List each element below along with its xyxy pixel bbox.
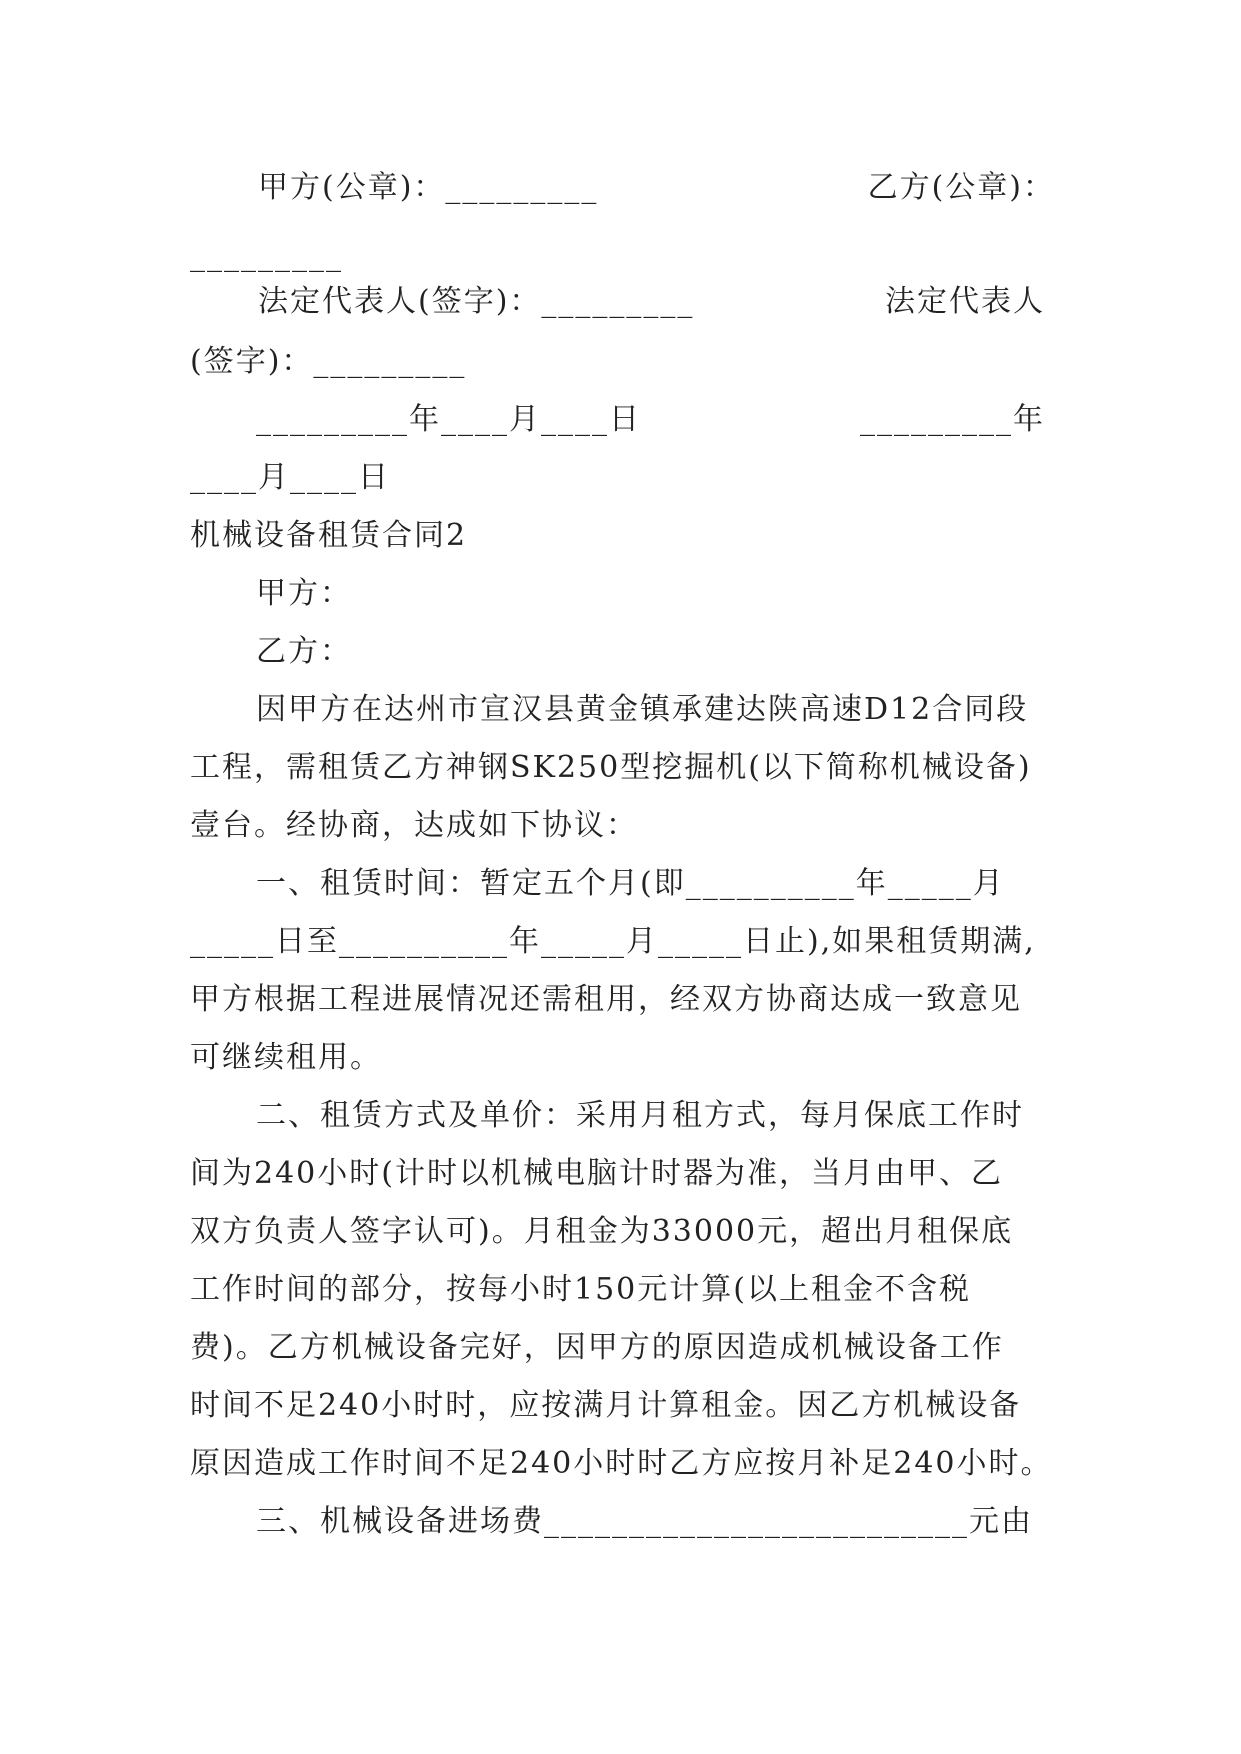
- party-a-date-line: _________年____月____日: [256, 402, 641, 437]
- body-line: 二、租赁方式及单价：采用月租方式，每月保底工作时: [256, 1098, 1024, 1133]
- body-line: 工程，需租赁乙方神钢SK250型挖掘机(以下简称机械设备): [190, 750, 1032, 785]
- party-b-rep-line: 法定代表人: [885, 284, 1045, 319]
- body-line: 间为240小时(计时以机械电脑计时器为准，当月由甲、乙: [190, 1156, 1003, 1191]
- party-b-label: 乙方：: [256, 634, 352, 669]
- party-b-rep-continuation: (签字)：_________: [190, 344, 467, 379]
- party-b-seal-line: 乙方(公章)：: [867, 170, 1055, 205]
- body-line: 一、租赁时间：暂定五个月(即__________年_____月: [256, 866, 1005, 901]
- body-line: 时间不足240小时时，应按满月计算租金。因乙方机械设备: [190, 1388, 1022, 1423]
- body-line: 可继续租用。: [190, 1040, 382, 1075]
- body-line: _____日至__________年_____月_____日止),如果租赁期满,: [190, 924, 1036, 959]
- body-line: 三、机械设备进场费_________________________元由: [256, 1504, 1033, 1539]
- party-a-label: 甲方：: [256, 576, 352, 611]
- body-line: 双方负责人签字认可)。月租金为33000元，超出月租保底: [190, 1214, 1014, 1249]
- body-line: 甲方根据工程进展情况还需租用，经双方协商达成一致意见: [190, 982, 1022, 1017]
- body-line: 工作时间的部分，按每小时150元计算(以上租金不含税: [190, 1272, 971, 1307]
- party-b-date-continuation: ____月____日: [190, 460, 390, 495]
- party-a-seal-line: 甲方(公章)：_________: [258, 170, 599, 205]
- body-line: 原因造成工作时间不足240小时时乙方应按月补足240小时。: [190, 1446, 1053, 1481]
- party-a-rep-line: 法定代表人(签字)：_________: [258, 284, 695, 319]
- contract-title: 机械设备租赁合同2: [190, 518, 468, 553]
- body-line: 壹台。经协商，达成如下协议：: [190, 808, 638, 843]
- party-b-date-line: _________年: [860, 402, 1045, 437]
- party-b-seal-blank: _________: [190, 238, 343, 273]
- body-line: 费)。乙方机械设备完好，因甲方的原因造成机械设备工作: [190, 1330, 1004, 1365]
- body-line: 因甲方在达州市宣汉县黄金镇承建达陕高速D12合同段: [256, 692, 1029, 727]
